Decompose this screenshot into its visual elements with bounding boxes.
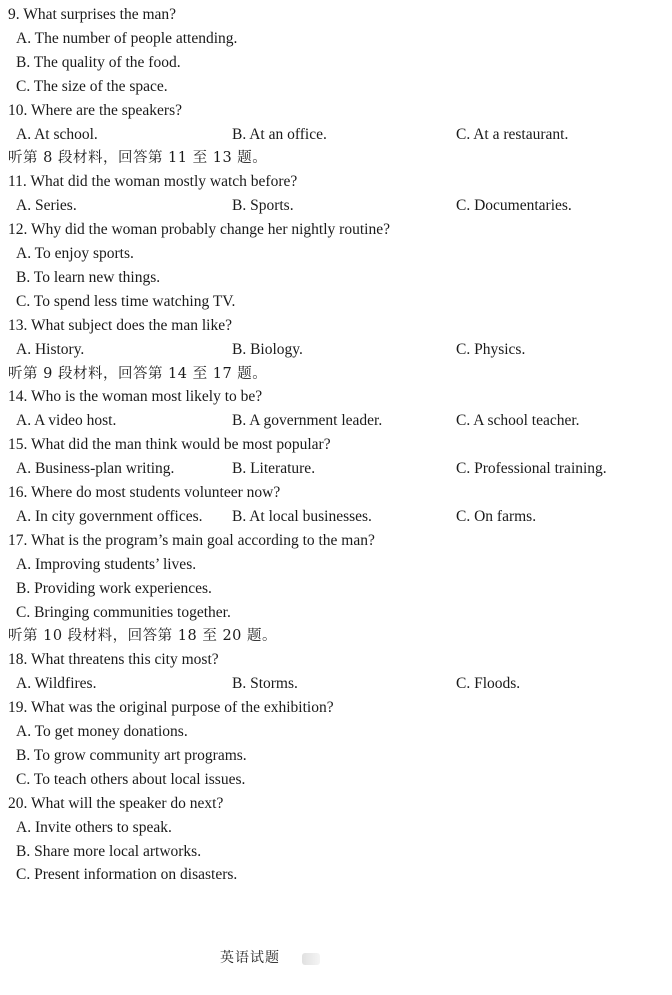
answer-option: C. At a restaurant. — [456, 125, 569, 143]
options-row — [0, 577, 672, 601]
answer-option: B. To grow community art programs. — [16, 746, 247, 764]
answer-option: A. The number of people attending. — [16, 29, 238, 47]
answer-option: B. At local businesses. — [232, 507, 372, 525]
options-row — [0, 553, 672, 577]
answer-option: A. In city government offices. — [16, 507, 203, 525]
question-text: 11. What did the woman mostly watch before? — [8, 173, 298, 191]
section-instruction: 听第 8 段材料，回答第 11 至 13 题。 — [8, 150, 268, 167]
options-row — [0, 816, 672, 840]
options-row — [0, 242, 672, 266]
options-row — [0, 409, 672, 433]
options-row — [0, 75, 672, 99]
options-row — [0, 840, 672, 864]
section-instruction: 听第 9 段材料，回答第 14 至 17 题。 — [8, 365, 268, 382]
answer-option: C. The size of the space. — [16, 77, 168, 95]
answer-option: A. At school. — [16, 125, 98, 143]
question-text: 16. Where do most students volunteer now? — [8, 484, 281, 501]
answer-option: A. Wildfires. — [16, 675, 97, 693]
answer-option: C. A school teacher. — [456, 412, 580, 430]
options-row — [0, 338, 672, 362]
options-row — [0, 27, 672, 51]
answer-option: A. Invite others to speak. — [16, 818, 172, 836]
question-text: 15. What did the man think would be most popular? — [8, 436, 331, 454]
options-row — [0, 744, 672, 768]
answer-option: C. To spend less time watching TV. — [16, 292, 236, 310]
options-row — [0, 457, 672, 481]
options-row — [0, 505, 672, 529]
answer-option: C. Floods. — [456, 675, 521, 693]
section-instruction: 听第 10 段材料，回答第 18 至 20 题。 — [8, 628, 278, 645]
answer-option: B. At an office. — [232, 125, 327, 143]
answer-option: B. To learn new things. — [16, 268, 161, 286]
answer-option: C. Bringing communities together. — [16, 603, 231, 621]
answer-option: A. To get money donations. — [16, 723, 188, 740]
page-footer: 英语试题 — [220, 950, 280, 966]
answer-option: C. Present information on disasters. — [16, 866, 238, 884]
answer-option: A. History. — [16, 340, 85, 358]
answer-option: C. Physics. — [456, 340, 526, 358]
question-text: 10. Where are the speakers? — [8, 101, 182, 119]
answer-option: C. To teach others about local issues. — [16, 770, 246, 788]
answer-option: A. To enjoy sports. — [16, 245, 134, 262]
answer-option: B. Literature. — [232, 460, 316, 478]
options-row — [0, 863, 672, 887]
answer-option: A. A video host. — [16, 412, 117, 430]
answer-option: A. Business-plan writing. — [16, 460, 175, 478]
question-text: 19. What was the original purpose of the exhibition? — [8, 699, 334, 717]
question-text: 13. What subject does the man like? — [8, 316, 232, 334]
answer-option: A. Improving students’ lives. — [16, 555, 197, 573]
options-row — [0, 601, 672, 625]
question-text: 12. Why did the woman probably change her nightly routine? — [8, 221, 390, 239]
options-row — [0, 720, 672, 744]
options-row — [0, 672, 672, 696]
options-row — [0, 266, 672, 290]
answer-option: C. Documentaries. — [456, 197, 572, 215]
question-text: 20. What will the speaker do next? — [8, 794, 224, 812]
answer-option: B. Storms. — [232, 675, 298, 693]
answer-option: C. On farms. — [456, 507, 537, 525]
answer-option: B. Biology. — [232, 340, 303, 358]
options-row — [0, 51, 672, 75]
answer-option: C. Professional training. — [456, 460, 607, 478]
question-text: 18. What threatens this city most? — [8, 651, 219, 669]
question-text: 9. What surprises the man? — [8, 6, 177, 23]
answer-option: A. Series. — [16, 197, 77, 215]
options-row — [0, 194, 672, 218]
options-row — [0, 768, 672, 792]
answer-option: B. Sports. — [232, 197, 294, 215]
question-text: 17. What is the program’s main goal according to the man? — [8, 531, 375, 549]
page-number-smudge — [302, 953, 320, 965]
answer-option: B. Share more local artworks. — [16, 842, 202, 860]
answer-option: B. Providing work experiences. — [16, 579, 212, 597]
options-row — [0, 290, 672, 314]
question-text: 14. Who is the woman most likely to be? — [8, 388, 263, 406]
answer-option: B. The quality of the food. — [16, 53, 181, 71]
answer-option: B. A government leader. — [232, 412, 383, 430]
options-row — [0, 123, 672, 147]
